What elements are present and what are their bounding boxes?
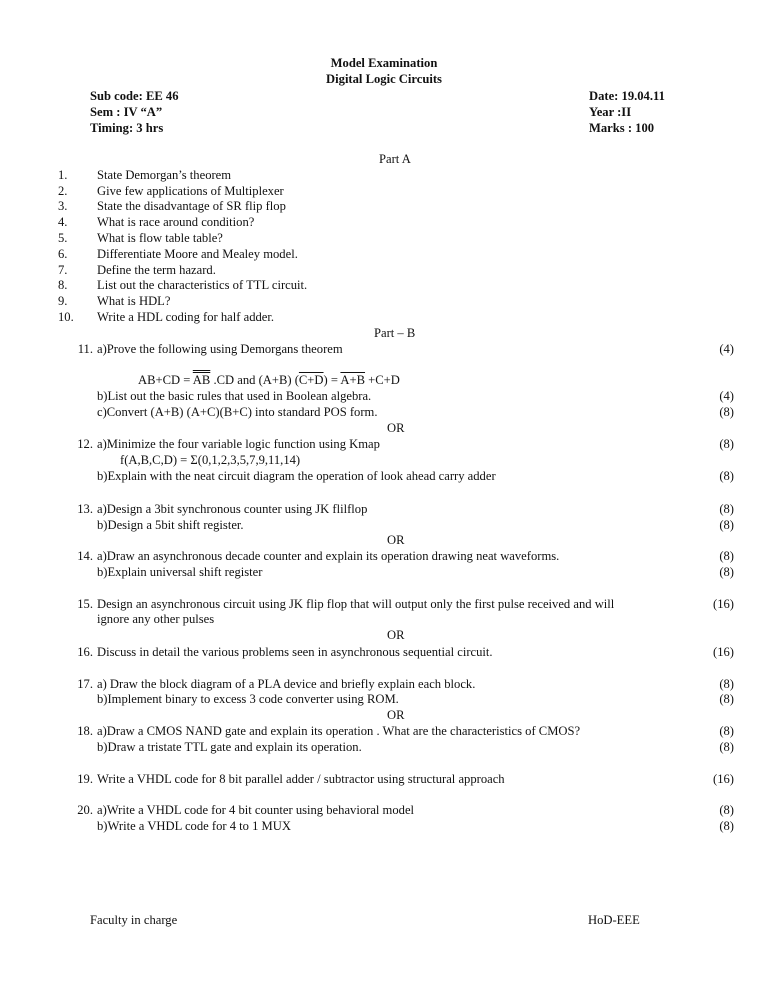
question-number: 20. [77,803,93,817]
question-text: List out the characteristics of TTL circuit. [97,278,308,292]
question-number: 19. [77,772,93,786]
question-number: 8. [58,278,68,292]
question-marks: (8) [719,803,734,817]
question-text: Design an asynchronous circuit using JK flip flop that will output only the first pulse received and will [97,597,615,611]
question-marks: (8) [719,677,734,691]
question-text: a)Draw a CMOS NAND gate and explain its operation . What are the characteristics of CMOS? [97,724,581,738]
question-marks: (8) [719,692,734,706]
question-marks: (8) [719,565,734,579]
question-text: a)Prove the following using Demorgans theorem [97,342,343,356]
hod-signature-label: HoD-EEE [588,913,640,927]
question-text: b)Design a 5bit shift register. [97,518,244,532]
question-number: 3. [58,199,68,213]
question-text: What is flow table table? [97,231,223,245]
equation-part: CD [216,373,235,387]
question-marks: (16) [713,645,734,659]
equation-part: and (A+B) ( [234,373,299,387]
question-text: Write a VHDL code for 8 bit parallel adder / subtractor using structural approach [97,772,505,786]
question-text: a) Draw the block diagram of a PLA device and briefly explain each block. [97,677,476,691]
question-text: Define the term hazard. [97,263,216,277]
question-text: What is HDL? [97,294,171,308]
or-divider: OR [387,628,405,642]
question-text: Discuss in detail the various problems seen in asynchronous sequential circuit. [97,645,493,659]
question-number: 15. [77,597,93,611]
question-text: State the disadvantage of SR flip flop [97,199,286,213]
question-number: 10. [58,310,74,324]
question-text: b)Explain with the neat circuit diagram the operation of look ahead carry adder [97,469,496,483]
question-number: 16. [77,645,93,659]
question-text: What is race around condition? [97,215,255,229]
question-marks: (8) [719,469,734,483]
question-number: 1. [58,168,68,182]
question-text: b)Write a VHDL code for 4 to 1 MUX [97,819,291,833]
question-marks: (16) [713,597,734,611]
question-number: 18. [77,724,93,738]
question-number: 4. [58,215,68,229]
question-text: b)Draw a tristate TTL gate and explain its operation. [97,740,362,754]
sub-code: Sub code: EE 46 [90,89,179,103]
question-text: b)Explain universal shift register [97,565,263,579]
exam-title: Model Examination [330,56,438,70]
part-a-heading: Part A [379,152,411,166]
question-number: 17. [77,677,93,691]
question-text: a)Minimize the four variable logic function using Kmap [97,437,380,451]
question-text: a)Write a VHDL code for 4 bit counter using behavioral model [97,803,415,817]
equation-part: . [210,373,217,387]
equation-part: ) = [323,373,341,387]
or-divider: OR [387,421,405,435]
question-number: 5. [58,231,68,245]
question-marks: (8) [719,518,734,532]
question-number: 9. [58,294,68,308]
logic-function: f(A,B,C,D) = Σ(0,1,2,3,5,7,9,11,14) [120,453,301,467]
or-divider: OR [387,708,405,722]
overlined-term: C+D [298,373,324,387]
question-text: a)Draw an asynchronous decade counter and explain its operation drawing neat waveforms. [97,549,560,563]
question-number: 12. [77,437,93,451]
question-number: 6. [58,247,68,261]
question-number: 2. [58,184,68,198]
overlined-term: A+B [340,373,366,387]
question-marks: (8) [719,740,734,754]
question-text: b)Implement binary to excess 3 code converter using ROM. [97,692,399,706]
question-number: 7. [58,263,68,277]
equation-part: AB+CD = [138,373,193,387]
question-marks: (8) [719,549,734,563]
question-marks: (8) [719,819,734,833]
part-b-heading: Part – B [374,326,416,340]
exam-date: Date: 19.04.11 [589,89,665,103]
question-marks: (4) [719,389,734,403]
semester: Sem : IV “A” [90,105,163,119]
total-marks: Marks : 100 [589,121,655,135]
question-text: b)List out the basic rules that used in Boolean algebra. [97,389,372,403]
subject-title: Digital Logic Circuits [326,72,442,86]
question-marks: (8) [719,724,734,738]
question-number: 14. [77,549,93,563]
question-text: Differentiate Moore and Mealey model. [97,247,298,261]
question-number: 11. [77,342,93,356]
question-text: Give few applications of Multiplexer [97,184,284,198]
question-text: a)Design a 3bit synchronous counter using JK flilflop [97,502,368,516]
equation-part: +C+D [365,373,400,387]
question-number: 13. [77,502,93,516]
demorgan-equation [138,373,400,389]
question-marks: (4) [719,342,734,356]
question-marks: (8) [719,502,734,516]
timing: Timing: 3 hrs [90,121,164,135]
year: Year :II [589,105,632,119]
question-marks: (8) [719,405,734,419]
question-marks: (16) [713,772,734,786]
question-marks: (8) [719,437,734,451]
question-text: c)Convert (A+B) (A+C)(B+C) into standard POS form. [97,405,378,419]
overlined-term: AB [192,373,211,387]
question-text: ignore any other pulses [97,612,215,626]
faculty-signature-label: Faculty in charge [90,913,178,927]
question-text: Write a HDL coding for half adder. [97,310,275,324]
or-divider: OR [387,533,405,547]
question-text: State Demorgan’s theorem [97,168,232,182]
